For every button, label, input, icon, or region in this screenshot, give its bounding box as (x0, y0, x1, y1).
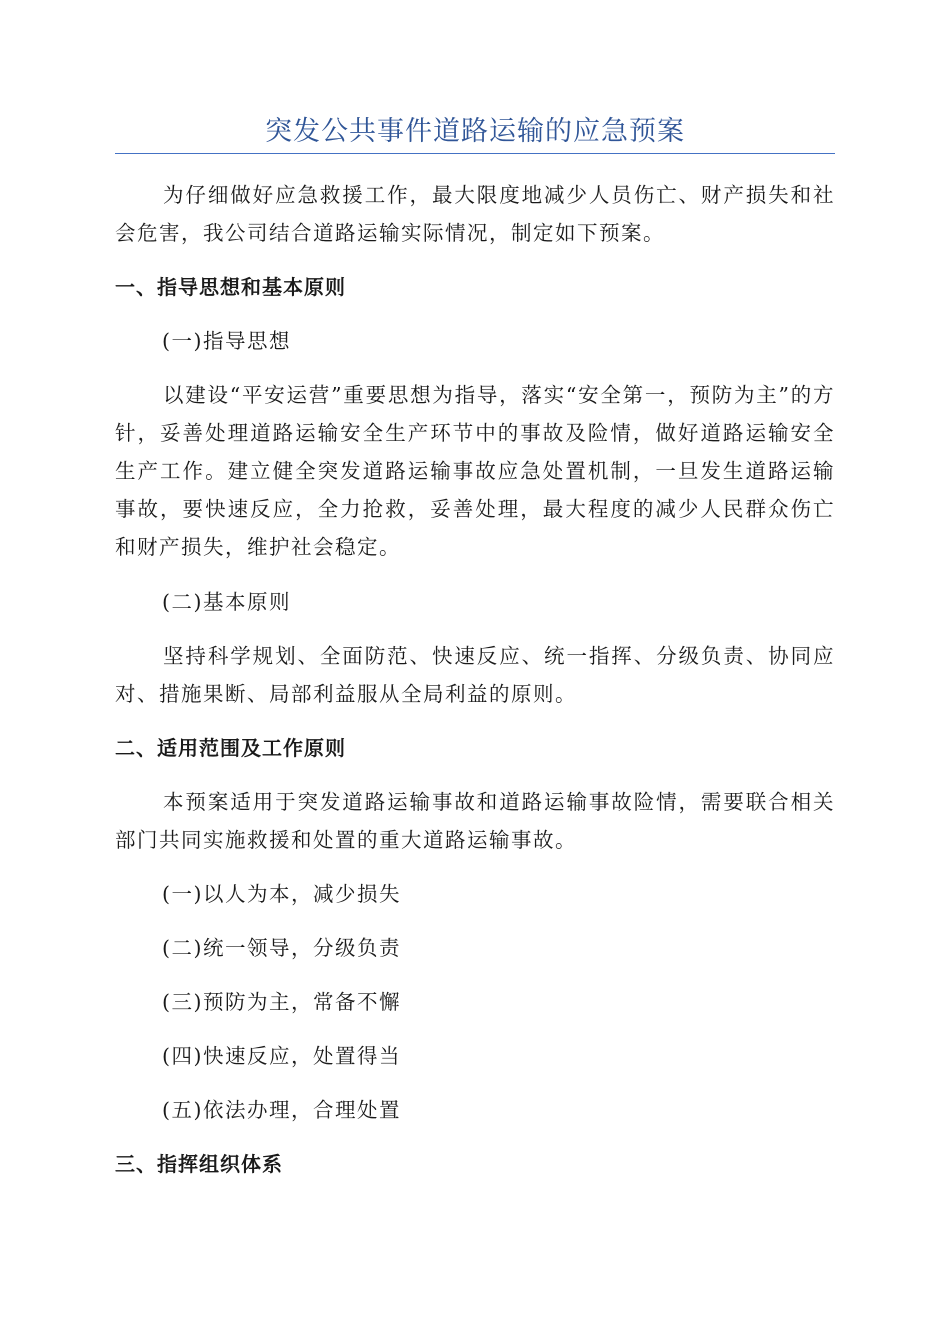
list-item: (四)快速反应，处置得当 (162, 1044, 401, 1068)
section-1-heading: 一、指导思想和基本原则 (115, 275, 346, 299)
list-item: (一)以人为本，减少损失 (162, 882, 401, 906)
list-item: (二)统一领导，分级负责 (162, 936, 401, 960)
section-1-sub-1-label: (一)指导思想 (162, 329, 291, 353)
document-title: 突发公共事件道路运输的应急预案 (265, 116, 685, 147)
section-2-heading: 二、适用范围及工作原则 (115, 736, 346, 760)
intro-paragraph: 为仔细做好应急救援工作，最大限度地减少人员伤亡、财产损失和社会危害，我公司结合道路运输实际情况，制定如下预案。 (115, 183, 835, 245)
section-1-sub-1-paragraph: 以建设“平安运营”重要思想为指导，落实“安全第一，预防为主”的方针，妥善处理道路运输安全生产环节中的事故及险情，做好道路运输安全生产工作。建立健全突发道路运输事故应急处置机制，一旦发生道路运输事故，要快速反应，全力抢救，妥善处理，最大程度的减少人民群众伤亡和财产损失，维护社会稳定。 (115, 383, 835, 559)
title-underline (115, 153, 835, 154)
section-3-heading: 三、指挥组织体系 (115, 1152, 283, 1176)
section-1-sub-2-paragraph: 坚持科学规划、全面防范、快速反应、统一指挥、分级负责、协同应对、措施果断、局部利益服从全局利益的原则。 (115, 644, 835, 706)
section-2-paragraph: 本预案适用于突发道路运输事故和道路运输事故险情，需要联合相关部门共同实施救援和处置的重大道路运输事故。 (115, 790, 835, 852)
section-1-sub-2-label: (二)基本原则 (162, 590, 291, 614)
list-item: (三)预防为主，常备不懈 (162, 990, 401, 1014)
list-item: (五)依法办理，合理处置 (162, 1098, 401, 1122)
